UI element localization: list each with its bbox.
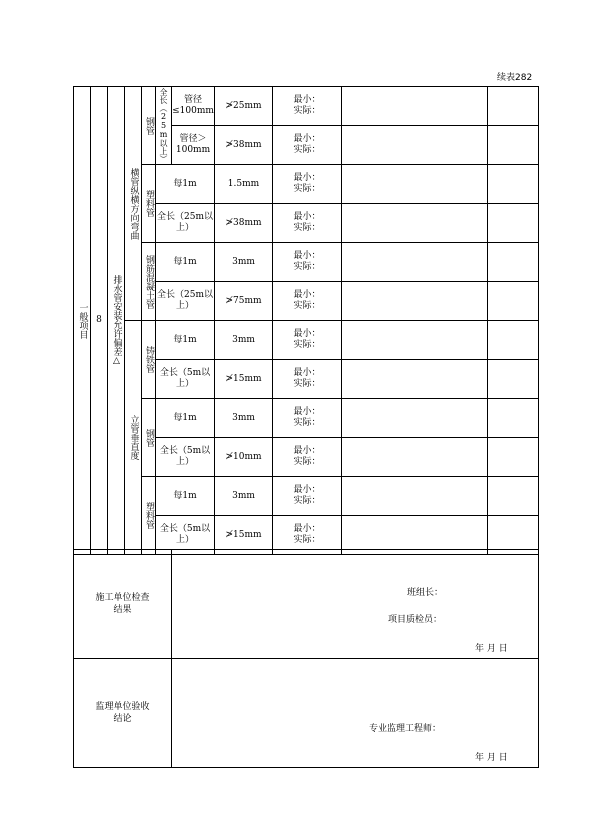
measure-cell: 最小： 实际： xyxy=(273,204,342,243)
table-row xyxy=(74,321,539,360)
inspection-table xyxy=(73,86,539,555)
blank-cell xyxy=(342,399,488,438)
condition-cell: 全长（25m以上） xyxy=(156,282,215,321)
construction-label: 施工单位检查结果 xyxy=(74,550,172,659)
measure-cell: 最小： 实际： xyxy=(273,165,342,204)
construction-body xyxy=(172,550,539,659)
engineer-label: 专业监理工程师： xyxy=(369,724,442,734)
group-horizontal: 横管纵横方向弯曲 xyxy=(125,87,142,321)
supervision-label: 监理单位验收结论 xyxy=(74,659,172,768)
blank-cell xyxy=(488,87,539,126)
blank-cell xyxy=(488,126,539,165)
blank-cell xyxy=(342,438,488,477)
measure-cell: 最小： 实际： xyxy=(273,243,342,282)
condition-cell: 全长（5m以上） xyxy=(156,438,215,477)
table-row xyxy=(74,243,539,282)
group-vertical: 立管垂直度 xyxy=(125,321,142,555)
item-number: 8 xyxy=(91,87,108,555)
measure-cell: 最小： 实际： xyxy=(273,282,342,321)
condition-cell: 全长（5m以上） xyxy=(156,516,215,555)
blank-cell xyxy=(488,243,539,282)
blank-cell xyxy=(342,360,488,399)
blank-cell xyxy=(342,165,488,204)
full-length-cell: 全长（25m以上） xyxy=(156,87,172,165)
blank-cell xyxy=(342,204,488,243)
condition-cell: 每1m xyxy=(156,321,215,360)
blank-cell xyxy=(488,204,539,243)
signature-table xyxy=(73,549,539,768)
category-cell: 一般项目 xyxy=(74,87,91,555)
measure-cell: 最小： 实际： xyxy=(273,126,342,165)
continuation-label: 续表282 xyxy=(497,73,533,83)
measure-cell: 最小： 实际： xyxy=(273,87,342,126)
condition-cell: 每1m xyxy=(156,477,215,516)
table-row xyxy=(74,477,539,516)
measure-cell: 最小： 实际： xyxy=(273,399,342,438)
table-row xyxy=(74,399,539,438)
supervision-row xyxy=(74,659,539,768)
item-name: 排水管安装允许偏差△ xyxy=(108,87,125,555)
construction-row xyxy=(74,550,539,659)
condition-cell: 管径＞100mm xyxy=(172,126,215,165)
blank-cell xyxy=(342,477,488,516)
table-row xyxy=(74,165,539,204)
tolerance-cell: ≯75mm xyxy=(215,282,273,321)
tolerance-cell: 3mm xyxy=(215,321,273,360)
tolerance-cell: ≯25mm xyxy=(215,87,273,126)
blank-cell xyxy=(488,399,539,438)
condition-cell: 每1m xyxy=(156,165,215,204)
condition-cell: 全长（5m以上） xyxy=(156,360,215,399)
material-castiron: 铸铁管 xyxy=(142,321,156,399)
measure-cell: 最小： 实际： xyxy=(273,516,342,555)
measure-cell: 最小： 实际： xyxy=(273,360,342,399)
blank-cell xyxy=(488,477,539,516)
condition-cell: 每1m xyxy=(156,399,215,438)
supervision-body xyxy=(172,659,539,768)
tolerance-cell: 3mm xyxy=(215,477,273,516)
blank-cell xyxy=(342,243,488,282)
condition-cell: 每1m xyxy=(156,243,215,282)
tolerance-cell: 1.5mm xyxy=(215,165,273,204)
material-steel-horizontal: 钢管 xyxy=(142,87,156,165)
supervision-date: 年 月 日 xyxy=(475,753,508,763)
blank-cell xyxy=(342,126,488,165)
blank-cell xyxy=(488,438,539,477)
table-row xyxy=(74,87,539,126)
blank-cell xyxy=(342,321,488,360)
measure-cell: 最小： 实际： xyxy=(273,321,342,360)
measure-cell: 最小： 实际： xyxy=(273,477,342,516)
inspector-label: 项目质检员： xyxy=(388,615,443,625)
blank-cell xyxy=(488,165,539,204)
tolerance-cell: ≯10mm xyxy=(215,438,273,477)
tolerance-cell: ≯38mm xyxy=(215,204,273,243)
tolerance-cell: ≯38mm xyxy=(215,126,273,165)
blank-cell xyxy=(488,360,539,399)
measure-cell: 最小： 实际： xyxy=(273,438,342,477)
material-rc: 钢筋混凝土管 xyxy=(142,243,156,321)
tolerance-cell: 3mm xyxy=(215,399,273,438)
tolerance-cell: 3mm xyxy=(215,243,273,282)
construction-date: 年 月 日 xyxy=(475,644,508,654)
material-steel-vertical: 钢管 xyxy=(142,399,156,477)
blank-cell xyxy=(342,282,488,321)
condition-cell: 全长（25m以上） xyxy=(156,204,215,243)
tolerance-cell: ≯15mm xyxy=(215,516,273,555)
condition-cell: 管径≤100mm xyxy=(172,87,215,126)
team-leader-label: 班组长： xyxy=(407,588,444,598)
blank-cell xyxy=(342,87,488,126)
blank-cell xyxy=(488,321,539,360)
blank-cell xyxy=(488,282,539,321)
material-plastic-vertical: 塑料管 xyxy=(142,477,156,555)
tolerance-cell: ≯15mm xyxy=(215,360,273,399)
material-plastic-horizontal: 塑料管 xyxy=(142,165,156,243)
